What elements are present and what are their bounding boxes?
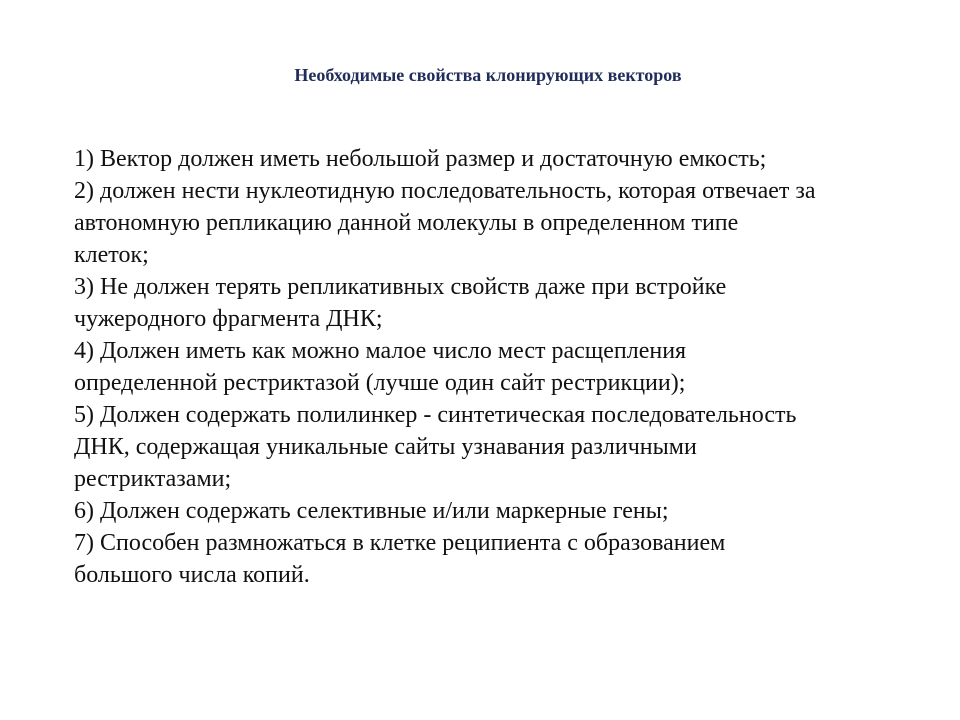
body-line: определенной рестриктазой (лучше один сайт рестрикции); [74,370,686,396]
body-line: автономную репликацию данной молекулы в определенном типе [74,210,739,236]
body-line: 1) Вектор должен иметь небольшой размер и достаточную емкость; [74,146,767,172]
slide-body [74,143,934,591]
body-line: клеток; [74,242,149,268]
body-line: большого числа копий. [74,562,310,588]
body-line: ДНК, содержащая уникальные сайты узнавания различными [74,434,697,460]
body-line: 6) Должен содержать селективные и/или маркерные гены; [74,498,669,524]
body-line: 7) Способен размножаться в клетке реципиента с образованием [74,530,726,556]
body-line: 5) Должен содержать полилинкер - синтетическая последовательность [74,402,797,428]
body-line: рестриктазами; [74,466,232,492]
slide-title: Необходимые свойства клонирующих векторов [294,65,682,85]
body-line: чужеродного фрагмента ДНК; [74,306,383,332]
body-line: 3) Не должен терять репликативных свойств даже при встройке [74,274,727,300]
body-line: 4) Должен иметь как можно малое число мест расщепления [74,338,687,364]
body-line: 2) должен нести нуклеотидную последовательность, которая отвечает за [74,178,816,204]
